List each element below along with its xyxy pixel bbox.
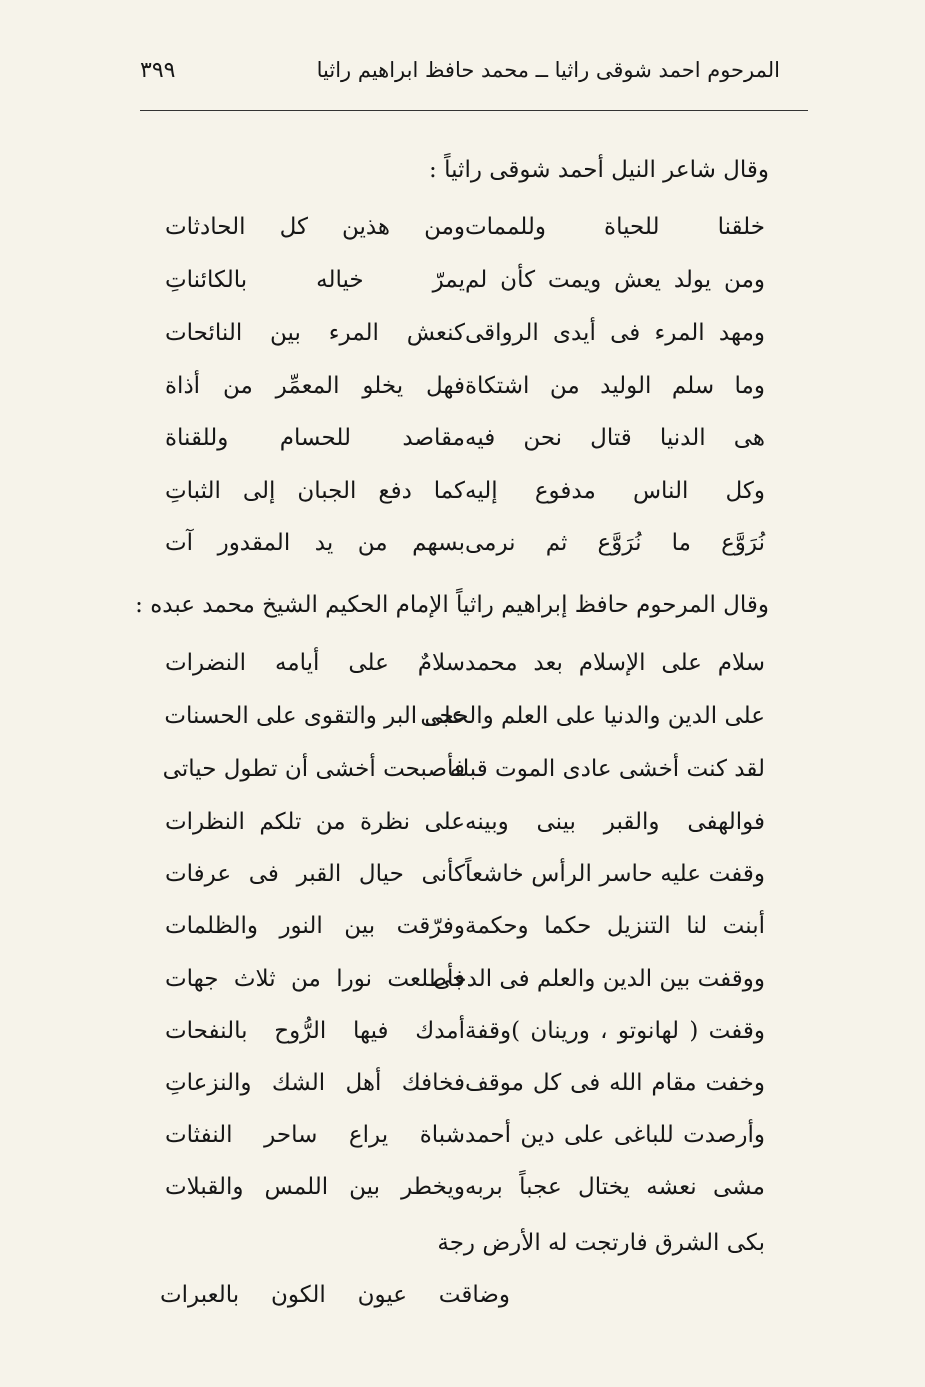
verse-first-hemistich: وكل الناس مدفوع إليه [465,478,765,504]
verse [0,267,925,317]
verse [0,1070,925,1120]
section1-intro: وقال شاعر النيل أحمد شوقى راثياً : [429,157,769,183]
verse-second-hemistich: سلامٌ على أيامه النضرات [165,650,465,676]
verse-first-hemistich: لقد كنت أخشى عادى الموت قبله [449,756,765,782]
verse [0,703,925,753]
verse-first-hemistich: ووقفت بين الدين والعلم فى الدجى [433,966,765,992]
verse-second-hemistich: كنعش المرء بين النائحات [165,320,465,346]
verse-first-hemistich: وقفت عليه حاسر الرأس خاشعاً [465,861,765,887]
verse-second-hemistich: كما دفع الجبان إلى الثباتِ [165,478,465,504]
final-verse-first-hemistich: بكى الشرق فارتجت له الأرض رجة [437,1230,765,1256]
verse-second-hemistich: على البر والتقوى على الحسنات [164,703,465,729]
verse [0,1174,925,1224]
verse [0,425,925,475]
section2-intro: وقال المرحوم حافظ إبراهيم راثياً الإمام الحكيم الشيخ محمد عبده : [135,592,769,618]
running-title: المرحوم احمد شوقى راثيا ــ محمد حافظ ابراهيم راثيا [316,58,780,82]
verse-second-hemistich: على نظرة من تلكم النظرات [165,809,465,835]
verse [0,650,925,700]
verse-second-hemistich: فهل يخلو المعمِّر من أذاة [165,373,465,399]
verse-second-hemistich: شباة يراع ساحر النفثات [165,1122,465,1148]
verse-second-hemistich: وفرّقت بين النور والظلمات [165,913,465,939]
verse-second-hemistich: يمرّ خياله بالكائناتِ [165,267,465,293]
verse [0,320,925,370]
verse-first-hemistich: ومن يولد يعش ويمت كأن لم [465,267,765,293]
verse-second-hemistich: كأنى حيال القبر فى عرفات [165,861,465,887]
verse [0,966,925,1016]
verse-second-hemistich: ويخطر بين اللمس والقبلات [165,1174,465,1200]
verse-first-hemistich: وأرصدت للباغى على دين أحمد [465,1122,765,1148]
verse-second-hemistich: بسهم من يد المقدور آت [165,530,465,556]
verse-second-hemistich: فأطلعت نورا من ثلاث جهات [165,966,465,992]
verse-first-hemistich: سلام على الإسلام بعد محمد [465,650,765,676]
verse [0,1018,925,1068]
verse-first-hemistich: وخفت مقام الله فى كل موقف [465,1070,765,1096]
verse [0,809,925,859]
verse [0,756,925,806]
verse-first-hemistich: هى الدنيا قتال نحن فيه [465,425,765,451]
verse-first-hemistich: وقفت ( لهانوتو ، ورينان )وقفة [465,1018,765,1044]
verse-first-hemistich: وما سلم الوليد من اشتكاة [465,373,765,399]
verse-first-hemistich: على الدين والدنيا على العلم والحجى [420,703,765,729]
verse-first-hemistich: فوالهفى والقبر بينى وبينه [465,809,765,835]
verse-first-hemistich: أبنت لنا التنزيل حكما وحكمة [465,913,765,939]
verse [0,478,925,528]
final-verse-second-hemistich: وضاقت عيون الكون بالعبرات [160,1282,510,1308]
verse [0,913,925,963]
verse-first-hemistich: ومهد المرء فى أيدى الرواقى [465,320,765,346]
verse-first-hemistich: خلقنا للحياة وللممات [465,214,765,240]
verse-first-hemistich: نُرَوَّع ما نُرَوَّع ثم نرمى [465,530,765,556]
page-header [140,58,780,98]
verse-second-hemistich: مقاصد للحسام وللقناة [165,425,465,451]
verse [0,214,925,264]
verse-second-hemistich: فأصبحت أخشى أن تطول حياتى [162,756,465,782]
verse-first-hemistich: مشى نعشه يختال عجباً بربه [465,1174,765,1200]
verse [0,1122,925,1172]
verse-second-hemistich: ومن هذين كل الحادثات [165,214,465,240]
verse-second-hemistich: أمدك فيها الرُّوح بالنفحات [165,1018,465,1044]
header-rule [140,110,808,111]
verse-second-hemistich: فخافك أهل الشك والنزعاتِ [165,1070,465,1096]
page-number: ٣٩٩ [140,58,176,83]
verse [0,861,925,911]
verse [0,530,925,580]
verse [0,373,925,423]
